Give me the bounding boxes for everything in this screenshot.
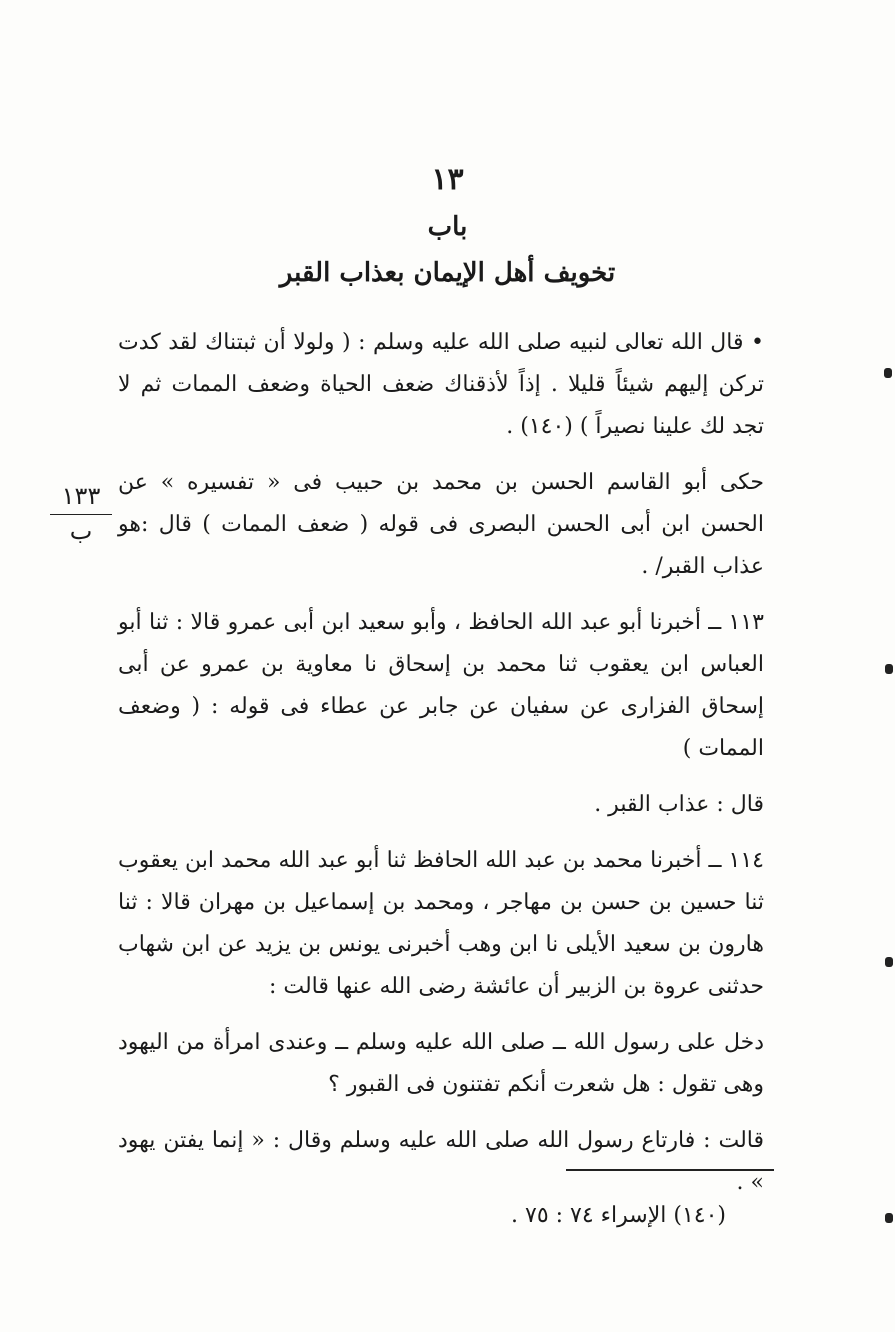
scan-mark — [884, 368, 892, 378]
paragraph-aisha: دخل على رسول الله ــ صلى الله عليه وسلم ــ وعندى امرأة من اليهود وهى تقول : هل شعرت أنكم تفتنون فى القبور ؟ — [118, 1030, 765, 1097]
margin-folio-number: ١٣٣ — [50, 482, 112, 515]
scan-mark — [885, 957, 893, 967]
chapter-number: ١٣ — [431, 162, 464, 197]
paragraph-hadith-113: ١١٣ ــ أخبرنا أبو عبد الله الحافظ ، وأبو سعيد ابن أبى عمرو قالا : ثنا أبو العباس ابن يعقوب ثنا محمد بن إسحاق نا معاوية بن عمرو عن أبى إسحاق الفزارى عن سفيان عن جابر عن عطاء فى قوله : ( وضعف الممات ) — [118, 610, 764, 761]
footnote: (١٤٠) الإسراء ٧٤ : ٧٥ . — [511, 1203, 726, 1228]
paragraph-irtaa: قالت : فارتاع رسول الله صلى الله عليه وسلم وقال : « إنما يفتن يهود » . — [118, 1128, 764, 1195]
body-text — [118, 322, 764, 1218]
paragraph-hadith-114: ١١٤ ــ أخبرنا محمد بن عبد الله الحافظ ثنا أبو عبد الله محمد ابن يعقوب ثنا حسين بن حسن بن مهاجر ، ومحمد بن إسماعيل بن مهران قالا : ثنا هارون بن سعيد الأيلى نا ابن وهب أخبرنى يونس بن يزيد عن ابن شهاب حدثنى عروة بن الزبير أن عائشة رضى الله عنها قالت : — [118, 848, 764, 999]
paragraph-hasan-tafsir: حكى أبو القاسم الحسن بن محمد بن حبيب فى « تفسيره » عن الحسن ابن أبى الحسن البصرى فى قوله ( ضعف الممات ) قال :هو عذاب القبر/ . — [118, 470, 764, 579]
margin-folio-note — [50, 482, 112, 545]
scan-mark — [885, 664, 893, 674]
paragraph-qala: قال : عذاب القبر . — [594, 792, 764, 817]
chapter-word: باب — [427, 212, 468, 242]
margin-folio-side: ب — [69, 517, 93, 545]
paragraph-quran-verse: • قال الله تعالى لنبيه صلى الله عليه وسلم : ( ولولا أن ثبتناك لقد كدت تركن إليهم شيئاً قليلا . إذاً لأذقناك ضعف الحياة وضعف الممات ثم لا تجد لك علينا نصيراً ) (١٤٠) . — [118, 330, 764, 439]
scan-mark — [885, 1213, 893, 1223]
footnote-separator — [566, 1169, 774, 1171]
chapter-title: تخويف أهل الإيمان بعذاب القبر — [279, 258, 616, 288]
